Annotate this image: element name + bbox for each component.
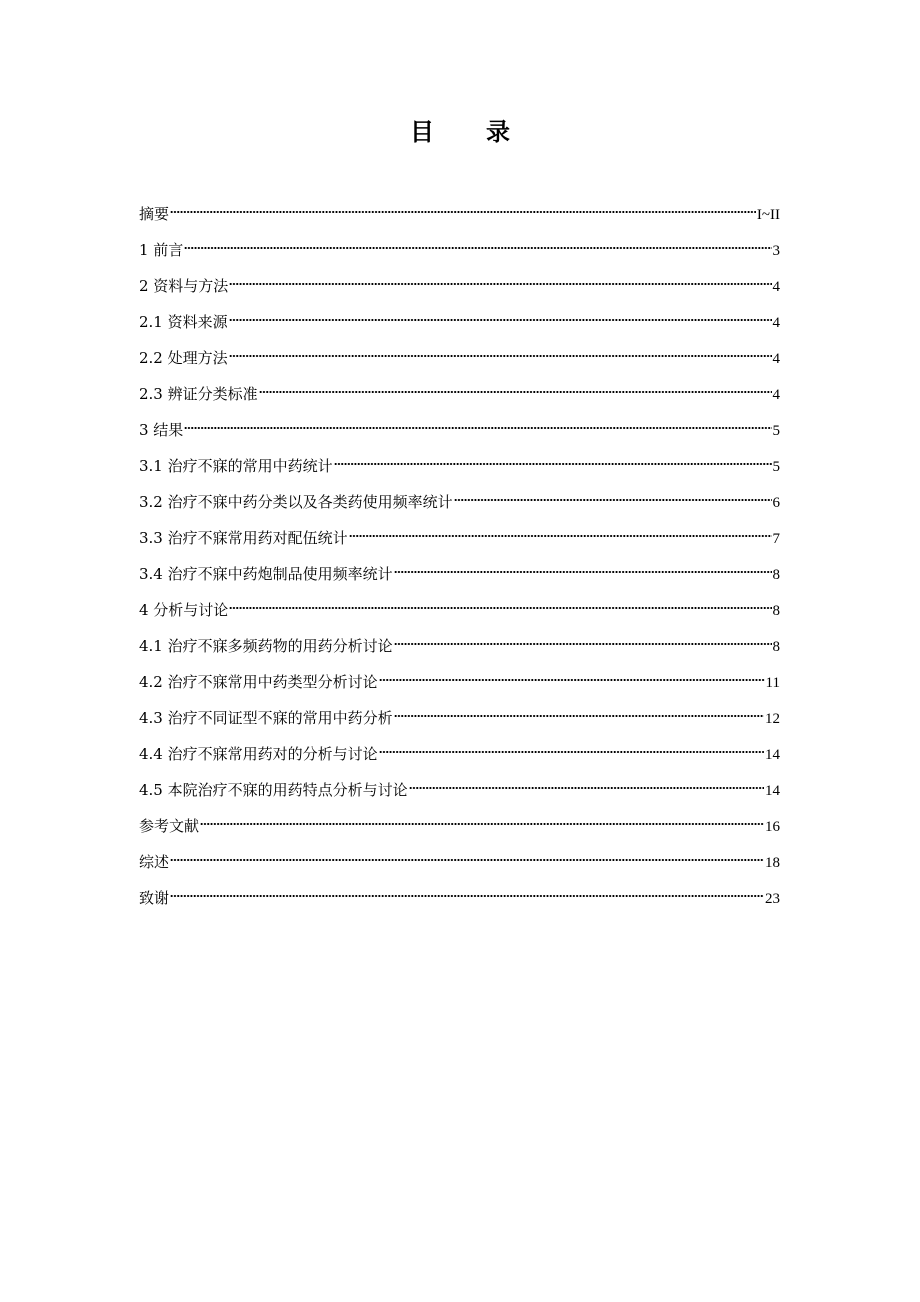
toc-leader-dots: [259, 389, 772, 395]
toc-entry-label: 4.5 本院治疗不寐的用药特点分析与讨论: [139, 781, 408, 799]
toc-entry[interactable]: [139, 742, 780, 778]
toc-leader-dots: [184, 425, 771, 431]
toc-entry[interactable]: [139, 598, 780, 634]
toc-entry-label: 综述: [139, 853, 170, 871]
page-title: [0, 112, 920, 147]
toc-leader-dots: [229, 317, 772, 323]
toc-entry-page-number: 6: [772, 495, 780, 511]
toc-entry[interactable]: [139, 706, 780, 742]
toc-entry-page-number: 7: [772, 531, 780, 547]
toc-leader-dots: [454, 497, 772, 503]
toc-leader-dots: [170, 893, 764, 899]
toc-entry[interactable]: [139, 562, 780, 598]
toc-entry-page-number: 18: [765, 855, 780, 871]
toc-entry-page-number: 3: [772, 243, 780, 259]
toc-entry-label: 3.1 治疗不寐的常用中药统计: [139, 457, 333, 475]
toc-leader-dots: [170, 857, 764, 863]
toc-entry[interactable]: [139, 274, 780, 310]
toc-leader-dots: [394, 641, 772, 647]
toc-entry[interactable]: [139, 310, 780, 346]
toc-leader-dots: [229, 281, 771, 287]
toc-entry[interactable]: [139, 202, 780, 238]
toc-leader-dots: [229, 605, 771, 611]
toc-entry-page-number: 5: [772, 423, 780, 439]
toc-entry[interactable]: [139, 238, 780, 274]
toc-entry-page-number: 12: [765, 711, 780, 727]
toc-entry[interactable]: [139, 382, 780, 418]
page-title-char-2: 录: [486, 118, 510, 146]
toc-entry[interactable]: [139, 490, 780, 526]
toc-entry-label: 1 前言: [139, 241, 184, 259]
toc-entry[interactable]: [139, 346, 780, 382]
toc-entry-page-number: 8: [772, 567, 780, 583]
toc-entry[interactable]: [139, 670, 780, 706]
toc-entry-label: 4.4 治疗不寐常用药对的分析与讨论: [139, 745, 378, 763]
toc-entry-page-number: 5: [772, 459, 780, 475]
toc-entry-label: 4 分析与讨论: [139, 601, 229, 619]
toc-leader-dots: [170, 209, 756, 215]
toc-entry[interactable]: [139, 526, 780, 562]
toc-leader-dots: [334, 461, 772, 467]
toc-entry-page-number: 14: [765, 783, 780, 799]
toc-leader-dots: [229, 353, 772, 359]
toc-entry-label: 3.2 治疗不寐中药分类以及各类药使用频率统计: [139, 493, 453, 511]
toc-entry-label: 4.3 治疗不同证型不寐的常用中药分析: [139, 709, 393, 727]
toc-entry-page-number: 14: [765, 747, 780, 763]
toc-leader-dots: [394, 569, 772, 575]
toc-entry[interactable]: [139, 454, 780, 490]
toc-entry-label: 2.1 资料来源: [139, 313, 228, 331]
toc-entry-label: 2.3 辨证分类标准: [139, 385, 258, 403]
toc-entry-page-number: 4: [772, 351, 780, 367]
toc-entry-label: 摘要: [139, 205, 170, 223]
toc-leader-dots: [184, 245, 771, 251]
toc-entry-page-number: 8: [772, 639, 780, 655]
toc-leader-dots: [379, 749, 764, 755]
toc-entry-page-number: 4: [772, 315, 780, 331]
toc-entry-label: 参考文献: [139, 817, 200, 835]
toc-entry-label: 致谢: [139, 889, 170, 907]
toc-entry-label: 3.4 治疗不寐中药炮制品使用频率统计: [139, 565, 393, 583]
toc-leader-dots: [409, 785, 764, 791]
toc-entry-label: 2 资料与方法: [139, 277, 229, 295]
toc-entry-page-number: 16: [765, 819, 780, 835]
toc-leader-dots: [349, 533, 772, 539]
toc-leader-dots: [394, 713, 764, 719]
toc-entry[interactable]: [139, 814, 780, 850]
toc-entry-label: 2.2 处理方法: [139, 349, 228, 367]
toc-leader-dots: [379, 677, 765, 683]
toc-entry-page-number: I~II: [756, 207, 780, 223]
toc-entry[interactable]: [139, 850, 780, 886]
toc-entry-label: 3.3 治疗不寐常用药对配伍统计: [139, 529, 348, 547]
toc-entry-label: 4.1 治疗不寐多频药物的用药分析讨论: [139, 637, 393, 655]
toc-entry-label: 4.2 治疗不寐常用中药类型分析讨论: [139, 673, 378, 691]
toc-entry-page-number: 4: [772, 387, 780, 403]
toc-entry[interactable]: [139, 634, 780, 670]
table-of-contents: [139, 202, 780, 922]
toc-entry-page-number: 11: [765, 675, 780, 691]
toc-entry[interactable]: [139, 418, 780, 454]
toc-leader-dots: [200, 821, 764, 827]
page-title-char-1: 目: [410, 118, 434, 146]
toc-entry-label: 3 结果: [139, 421, 184, 439]
toc-entry-page-number: 4: [772, 279, 780, 295]
toc-entry-page-number: 8: [772, 603, 780, 619]
toc-entry[interactable]: [139, 886, 780, 922]
toc-entry-page-number: 23: [765, 891, 780, 907]
toc-entry[interactable]: [139, 778, 780, 814]
